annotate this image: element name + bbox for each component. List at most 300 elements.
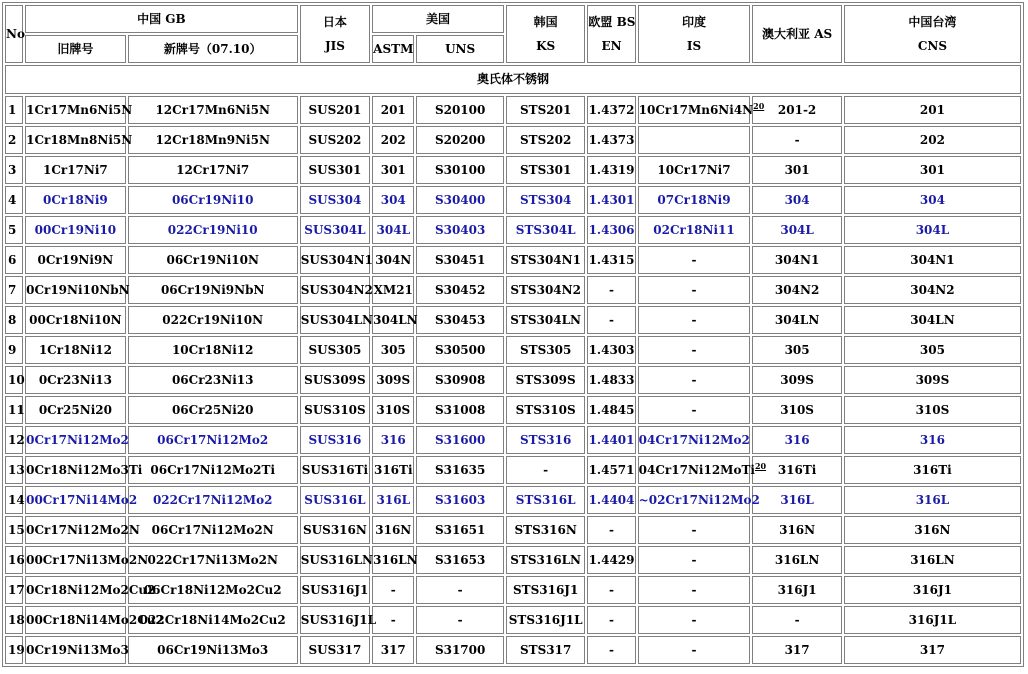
cell-en [587,336,635,364]
cell-astm [372,576,414,604]
cell-new-grade [128,456,298,484]
cell-jis [300,366,370,394]
cell-cns-text: 316L [915,492,950,507]
cell-is [638,216,751,244]
cell-is-text: - [691,522,697,537]
cell-no-text: 4 [8,192,17,207]
cell-ks [506,456,585,484]
cell-no [5,396,23,424]
cell-as-text: 304N1 [774,252,820,267]
cell-en [587,636,635,664]
cell-old-grade-text: 1Cr17Ni7 [42,162,108,177]
cell-en [587,426,635,454]
cell-as-text: 305 [784,342,810,357]
cell-no-text: 15 [8,522,25,537]
cell-jis-text: SUS305 [308,342,362,357]
cell-new-grade-text: 06Cr23Ni13 [171,372,254,387]
cell-ks-text: STS304N2 [510,282,581,297]
cell-astm [372,186,414,214]
cell-no [5,516,23,544]
cell-no-text: 1 [8,102,17,117]
header-india-label: 印度 [682,14,707,29]
cell-no-text: 11 [8,402,25,417]
table-row [5,456,1021,484]
cell-cns-text: 316LN [910,552,955,567]
cell-en [587,186,635,214]
cell-as [752,486,842,514]
cell-cns-text: 309S [915,372,950,387]
cell-astm-text: 202 [380,132,406,147]
cell-no-text: 16 [8,552,25,567]
cell-uns [416,156,504,184]
cell-uns-text: S30452 [434,282,486,297]
cell-cns [844,486,1021,514]
cell-uns [416,306,504,334]
cell-new-grade-text: 06Cr19Ni13Mo3 [157,642,269,657]
cell-is [638,336,751,364]
cell-jis-text: SUS304L [304,222,366,237]
cell-ks [506,306,585,334]
cell-en [587,126,635,154]
cell-uns [416,426,504,454]
cell-jis-text: SUS202 [308,132,362,147]
cell-ks-text: STS316LN [510,552,582,567]
cell-cns [844,126,1021,154]
cell-ks [506,426,585,454]
cell-astm [372,306,418,334]
cell-en [587,486,635,514]
cell-as-text: 304LN [774,312,820,327]
cell-new-grade-text: 06Cr19Ni10 [171,192,254,207]
cell-jis [300,456,370,484]
header-new-grade: 新牌号（07.10） [128,35,298,63]
table-row [5,156,1021,184]
cell-is-text: - [691,312,697,327]
cell-as-text: 310S [780,402,814,417]
cell-cns-text: 316 [919,432,945,447]
cell-no-text: 2 [8,132,17,147]
cell-en-text: 1.4373 [588,132,635,147]
cell-old-grade-text: 00Cr18Ni10N [29,312,122,327]
cell-old-grade-text: 1Cr18Ni12 [38,342,112,357]
cell-as [752,426,842,454]
cell-ks-text: STS317 [520,642,572,657]
cell-cns-text: 316J1 [912,582,952,597]
cell-en [587,396,635,424]
cell-no [5,636,23,664]
cell-uns-text: - [457,582,463,597]
cell-ks [506,246,585,274]
cell-uns [416,276,504,304]
cell-uns [416,126,504,154]
cell-ks-text: - [543,462,549,477]
cell-old-grade [25,636,129,664]
cell-cns [844,576,1021,604]
cell-jis-text: SUS316N [303,522,367,537]
cell-cns [844,456,1021,484]
cell-astm [372,396,414,424]
cell-old-grade [25,606,164,634]
section-row [5,65,1021,94]
cell-uns-text: S31603 [434,492,486,507]
cell-new-grade [128,636,298,664]
cell-uns-text: S31651 [434,522,486,537]
cell-cns-text: 304N2 [910,282,955,297]
cell-no-text: 9 [8,342,17,357]
cell-as-text: 301 [784,162,810,177]
cell-en-text: 1.4303 [588,342,635,357]
cell-cns-text: 304L [915,222,950,237]
header-korea [506,5,585,63]
cell-is-text: 02Cr18Ni11 [653,222,735,237]
cell-astm-text: 305 [380,342,406,357]
cell-jis [300,576,370,604]
cell-no-text: 18 [8,612,25,627]
cell-as [752,546,842,574]
cell-ks-text: STS316J1L [508,612,583,627]
header-japan [300,5,370,63]
cell-uns-text: S30451 [434,252,486,267]
cell-old-grade [25,276,130,304]
cell-en-text: 1.4315 [588,252,635,267]
cell-cns [844,426,1021,454]
cell-cns-text: 310S [915,402,950,417]
cell-is [638,606,751,634]
cell-is-text: - [691,552,697,567]
cell-astm [372,96,414,124]
cell-cns [844,96,1021,124]
cell-old-grade-text: 0Cr19Ni13Mo3 [26,642,129,657]
cell-ks [506,486,585,514]
cell-astm [372,516,414,544]
cell-as-text: 316 [784,432,810,447]
cell-uns [416,516,504,544]
cell-new-grade [128,96,298,124]
cell-is-text: - [691,402,697,417]
header-india [638,5,751,63]
header-eu [587,5,635,63]
cell-new-grade-text: 12Cr18Mn9Ni5N [155,132,270,147]
cell-no [5,366,23,394]
cell-ks-text: STS316L [515,492,576,507]
cell-ks-text: STS310S [515,402,576,417]
cell-en-text: - [609,612,615,627]
cell-new-grade [128,486,298,514]
cell-no [5,276,23,304]
cell-uns [416,576,504,604]
cell-old-grade-text: 00Cr19Ni10 [34,222,117,237]
cell-uns [416,366,504,394]
cell-old-grade-text: 1Cr18Mn8Ni5N [26,132,133,147]
table-row [5,276,1021,304]
cell-no [5,486,23,514]
cell-astm-text: 304L [376,222,411,237]
cell-en [587,576,635,604]
cell-en-text: 1.4571 [588,462,635,477]
cell-ks-text: STS316N [514,522,577,537]
cell-as [752,366,842,394]
cell-astm-text: 316L [376,492,411,507]
cell-en [587,246,635,274]
cell-as-text: 316LN [774,552,820,567]
cell-old-grade-text: 0Cr25Ni20 [38,402,112,417]
cell-old-grade [25,516,140,544]
cell-new-grade [128,156,298,184]
cell-as [752,396,842,424]
table-row [5,396,1021,424]
cell-is [638,126,751,154]
cell-jis-text: SUS201 [308,102,362,117]
cell-ks-text: STS304 [520,192,572,207]
cell-en-text: 1.4833 [588,372,635,387]
cell-is-text: 10Cr17Mn6Ni4N [638,102,754,117]
header-ks-label: KS [536,38,556,53]
cell-is-text: ~02Cr17Ni12Mo2 [638,492,760,507]
cell-no-text: 17 [8,582,25,597]
cell-jis-text: SUS304N1 [300,252,373,267]
cell-ks [506,516,585,544]
cell-en-text: 1.4301 [588,192,635,207]
cell-cns [844,306,1021,334]
cell-uns-text: S31700 [434,642,486,657]
cell-no [5,306,23,334]
cell-no-text: 5 [8,222,17,237]
cell-en-text: 1.4319 [588,162,635,177]
cell-ks-text: STS316 [520,432,572,447]
header-uns: UNS [416,35,504,63]
cell-old-grade-text: 00Cr17Ni13Mo2N [26,552,149,567]
cell-as [752,336,842,364]
cell-is [638,156,751,184]
cell-new-grade-text: 06Cr19Ni9NbN [160,282,265,297]
cell-no [5,576,23,604]
cell-new-grade-text: 022Cr18Ni14Mo2Cu2 [139,612,286,627]
header-jis-label: JIS [324,38,345,53]
cell-jis-text: SUS317 [308,642,362,657]
cell-no-text: 12 [8,432,25,447]
cell-astm [372,276,414,304]
cell-as [752,96,842,124]
cell-ks [506,216,585,244]
cell-astm-text: - [390,582,396,597]
cell-en [587,156,635,184]
cell-is [638,426,751,454]
cell-old-grade [25,306,126,334]
cell-astm-text: XM21 [373,282,413,297]
cell-uns [416,96,504,124]
cell-en-text: 1.4404 [588,492,635,507]
cell-as [752,126,842,154]
cell-new-grade-text: 06Cr17Ni12Mo2Ti [150,462,276,477]
cell-en [587,306,635,334]
cell-old-grade [25,576,156,604]
cell-no-text: 3 [8,162,17,177]
cell-ks [506,636,585,664]
header-china-gb: 中国 GB [25,5,298,33]
cell-en [587,276,635,304]
header-is-label: IS [686,38,702,53]
cell-ks [506,546,585,574]
cell-ks [506,396,585,424]
cell-as-text: 304N2 [774,282,820,297]
cell-as [752,636,842,664]
cell-jis [300,546,373,574]
cell-cns [844,516,1021,544]
cell-en-text: - [609,312,615,327]
table-row [5,96,1021,124]
cell-jis-text: SUS301 [308,162,362,177]
cell-as-text: 316N [779,522,816,537]
cell-jis-text: SUS304 [308,192,362,207]
cell-is [638,576,751,604]
cell-is [638,396,751,424]
cell-is [638,516,751,544]
cell-jis [300,396,370,424]
cell-astm-text: 317 [380,642,406,657]
cell-astm-text: 301 [380,162,406,177]
cell-new-grade-text: 022Cr19Ni10N [162,312,264,327]
cell-old-grade [25,486,138,514]
cell-is-superscript: 20 [753,100,765,111]
cell-jis [300,516,370,544]
cell-ks-text: STS305 [520,342,572,357]
table-row [5,366,1021,394]
cell-is [638,546,751,574]
table-row [5,636,1021,664]
cell-uns-text: S31600 [434,432,486,447]
cell-en [587,546,635,574]
cell-jis-text: SUS310S [304,402,366,417]
cell-uns-text: S30100 [434,162,486,177]
cell-ks-text: STS201 [520,102,572,117]
cell-astm-text: 304LN [373,312,418,327]
header-en-label: EN [601,38,622,53]
cell-no [5,126,23,154]
cell-no-text: 8 [8,312,17,327]
cell-no-text: 10 [8,372,25,387]
cell-as-text: 201-2 [777,102,817,117]
cell-as-text: 304L [780,222,814,237]
cell-as [752,306,842,334]
cell-cns-text: 317 [919,642,945,657]
cell-astm [372,126,414,154]
cell-old-grade-text: 0Cr18Ni12Mo3Ti [26,462,143,477]
cell-uns [416,486,504,514]
cell-no [5,96,23,124]
cell-astm [372,606,414,634]
cell-astm [372,636,414,664]
cell-old-grade [25,96,133,124]
cell-cns [844,396,1021,424]
section-title: 奥氏体不锈钢 [5,65,1021,94]
cell-new-grade-text: 022Cr19Ni10 [167,222,258,237]
cell-old-grade [25,546,149,574]
cell-cns-text: 316J1L [908,612,957,627]
cell-as [752,156,842,184]
cell-uns-text: S30400 [434,192,486,207]
cell-cns [844,606,1021,634]
cell-astm-text: 309S [376,372,411,387]
cell-new-grade [128,336,298,364]
cell-new-grade-text: 06Cr18Ni12Mo2Cu2 [143,582,282,597]
cell-cns [844,246,1021,274]
cell-new-grade-text: 06Cr25Ni20 [171,402,254,417]
cell-uns-text: S30453 [434,312,486,327]
cell-jis [300,156,370,184]
cell-jis-text: SUS316LN [300,552,373,567]
cell-is-text: 04Cr17Ni12Mo2 [638,432,750,447]
cell-astm [372,336,414,364]
cell-new-grade-text: 06Cr19Ni10N [166,252,259,267]
cell-ks [506,126,585,154]
cell-jis-text: SUS309S [304,372,366,387]
table-row [5,336,1021,364]
header-japan-label: 日本 [322,14,347,29]
cell-is-text: - [691,252,697,267]
cell-is [638,456,767,484]
cell-jis [300,96,370,124]
cell-old-grade-text: 00Cr18Ni14Mo2Cu2 [26,612,164,627]
stainless-steel-grade-table [2,2,1024,667]
cell-old-grade [25,126,133,154]
cell-astm [372,216,414,244]
cell-ks [506,366,585,394]
cell-en-text: 1.4372 [588,102,635,117]
cell-as-text: 317 [784,642,810,657]
cell-new-grade-text: 022Cr17Ni13Mo2N [147,552,278,567]
cell-uns-text: S31008 [434,402,486,417]
cell-old-grade-text: 0Cr23Ni13 [38,372,112,387]
cell-is [638,486,760,514]
cell-as-text: - [794,612,800,627]
cell-en-text: - [609,282,615,297]
header-row-top [5,5,1021,33]
cell-is-text: - [691,282,697,297]
cell-as-text: 309S [780,372,814,387]
cell-is-text: - [691,642,697,657]
cell-uns [416,456,504,484]
cell-is-superscript: 20 [754,460,767,471]
cell-ks-text: STS304L [515,222,576,237]
cell-jis-text: SUS316J1L [300,612,377,627]
cell-astm-text: 304 [380,192,406,207]
cell-new-grade [128,186,298,214]
cell-uns [416,216,504,244]
cell-uns [416,606,504,634]
cell-new-grade [128,126,298,154]
cell-old-grade [25,456,143,484]
cell-old-grade-text: 0Cr19Ni9N [37,252,114,267]
cell-cns-text: 304LN [910,312,955,327]
cell-astm-text: 201 [380,102,406,117]
cell-jis [300,336,370,364]
header-australia: 澳大利亚 AS [752,5,842,63]
cell-ks-text: STS304LN [510,312,582,327]
cell-ks [506,276,585,304]
cell-ks-text: STS202 [520,132,572,147]
cell-astm-text: - [390,612,396,627]
cell-new-grade-text: 06Cr17Ni12Mo2N [151,522,274,537]
table-row [5,546,1021,574]
cell-cns-text: 202 [919,132,945,147]
cell-new-grade-text: 022Cr17Ni12Mo2 [152,492,273,507]
cell-uns-text: S31635 [434,462,486,477]
cell-uns [416,396,504,424]
cell-as-text: - [794,132,800,147]
cell-astm-text: 316N [375,522,412,537]
cell-is [638,306,751,334]
cell-jis [300,186,370,214]
